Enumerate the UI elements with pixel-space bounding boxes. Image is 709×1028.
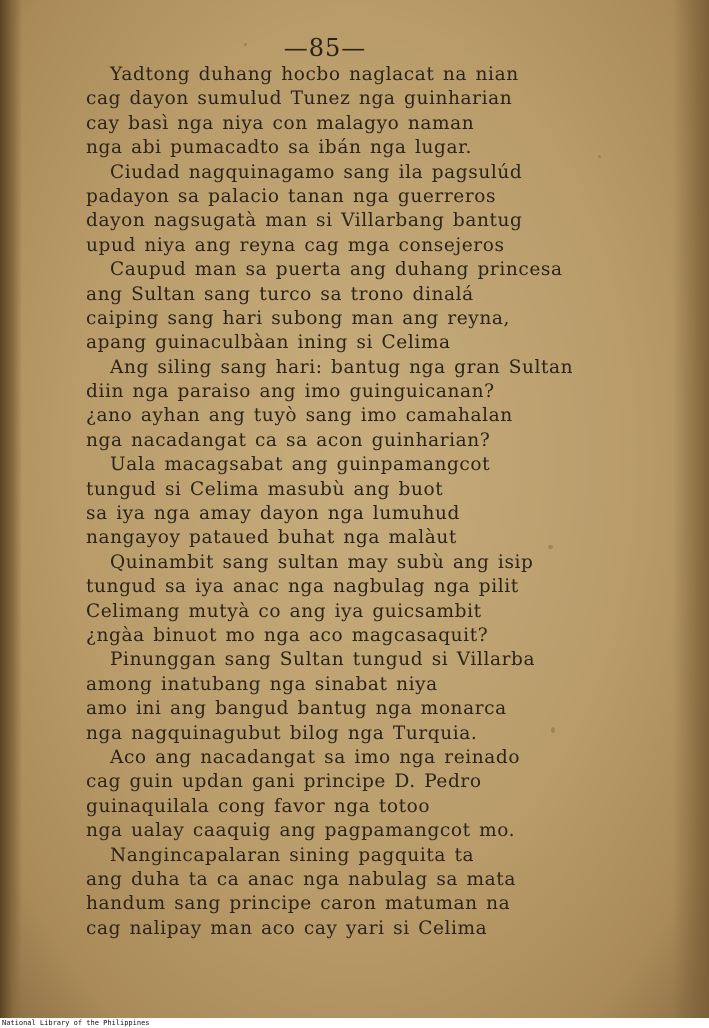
text-line: guinaquilala cong favor nga totoo: [86, 795, 431, 817]
text-line: cay basì nga niya con malagyo naman: [86, 112, 475, 134]
text-line: upud niya ang reyna cag mga consejeros: [86, 234, 505, 256]
text-line: Caupud man sa puerta ang duhang princesa: [110, 259, 563, 281]
text-line: sa iya nga amay dayon nga lumuhud: [86, 503, 460, 525]
text-line: nga nacadangat ca sa acon guinharian?: [86, 429, 491, 451]
text-line: tungud sa iya anac nga nagbulag nga pilit: [86, 576, 519, 598]
text-line: ang duha ta ca anac nga nabulag sa mata: [86, 868, 516, 890]
source-credit: National Library of the Philippines: [2, 1019, 150, 1027]
text-line: apang guinaculbàan ining si Celima: [86, 332, 451, 354]
text-line: amo ini ang bangud bantug nga monarca: [86, 698, 507, 720]
poem-text: [86, 63, 586, 941]
text-line: nga abi pumacadto sa ibán nga lugar.: [86, 137, 473, 159]
text-line: cag guin updan gani principe D. Pedro: [86, 771, 482, 793]
text-line: tungud si Celima masubù ang buot: [86, 478, 444, 500]
text-line: nga nagquinagubut bilog nga Turquia.: [86, 722, 478, 744]
text-line: caiping sang hari subong man ang reyna,: [86, 307, 510, 329]
text-line: Aco ang nacadangat sa imo nga reinado: [110, 746, 521, 768]
text-line: ang Sultan sang turco sa trono dinalá: [86, 283, 474, 305]
text-line: nga ualay caaquig ang pagpamangcot mo.: [86, 820, 516, 842]
text-line: handum sang principe caron matuman na: [86, 893, 511, 915]
text-line: Yadtong duhang hocbo naglacat na nian: [110, 64, 519, 85]
text-line: padayon sa palacio tanan nga guerreros: [86, 185, 497, 207]
text-line: Ciudad nagquinagamo sang ila pagsulúd: [110, 161, 523, 183]
paper-stain: [598, 155, 601, 158]
text-line: nangayoy pataued buhat nga malàut: [86, 527, 457, 549]
text-line: ¿ano ayhan ang tuyò sang imo camahalan: [86, 405, 513, 427]
text-line: among inatubang nga sinabat niya: [86, 673, 438, 695]
text-line: Quinambit sang sultan may subù ang isip: [110, 551, 534, 573]
text-line: cag dayon sumulud Tunez nga guinharian: [86, 88, 513, 110]
text-line: cag nalipay man aco cay yari si Celima: [86, 917, 488, 939]
text-line: dayon nagsugatà man si Villarbang bantug: [86, 210, 523, 232]
text-line: Uala macagsabat ang guinpamangcot: [110, 454, 491, 476]
text-line: Nangincapalaran sining pagquita ta: [110, 844, 475, 866]
text-line: Celimang mutyà co ang iya guicsambit: [86, 600, 482, 622]
text-line: diin nga paraiso ang imo guinguicanan?: [86, 381, 495, 403]
text-line: Pinunggan sang Sultan tungud si Villarba: [110, 649, 536, 671]
page-number: —85—: [283, 34, 367, 62]
text-line: Ang siling sang hari: bantug nga gran Sultan: [110, 356, 574, 378]
text-line: ¿ngàa binuot mo nga aco magcasaquit?: [86, 624, 489, 646]
